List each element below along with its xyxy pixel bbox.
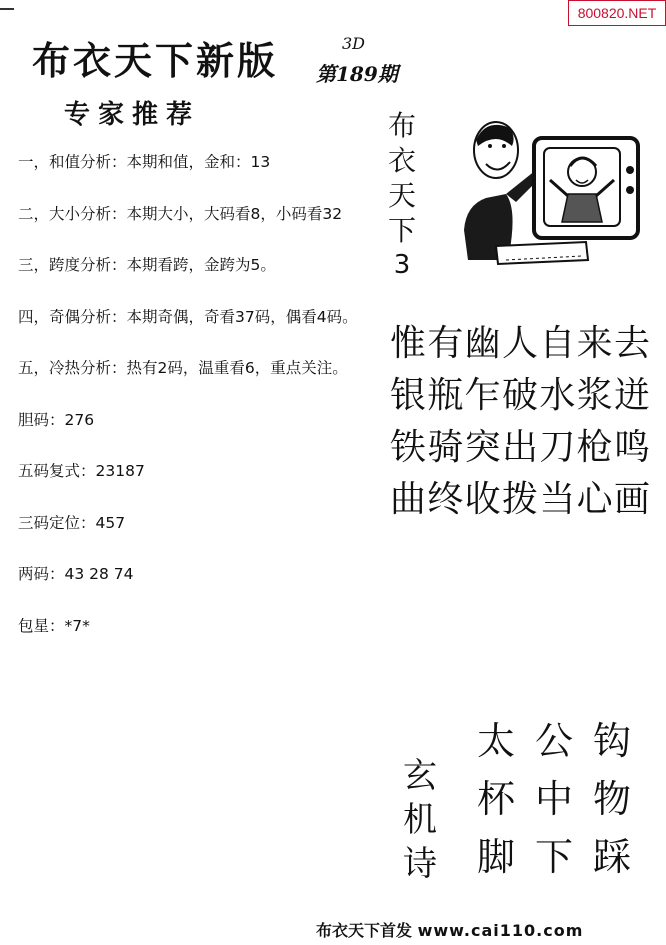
poem-line: [390, 474, 650, 526]
footer: [316, 918, 583, 941]
analysis-line: 两码：43 28 74: [18, 565, 134, 583]
vertical-brand-char: 3: [393, 250, 411, 280]
xuanjishi-char: 公: [534, 719, 573, 763]
xuanjishi-label-char: 诗: [403, 844, 437, 884]
xuanjishi-char: 物: [592, 777, 631, 821]
analysis-line: 三码定位：457: [18, 513, 126, 532]
analysis-line: 胆码：276: [18, 410, 95, 429]
poem-char: 破: [501, 375, 538, 416]
poem-char: 心: [576, 479, 613, 520]
analysis-line: 包星：*7*: [18, 616, 90, 635]
vertical-brand: [384, 108, 420, 283]
poem-char: 突: [464, 427, 501, 468]
analysis-line: 二，大小分析：本期大小，大码看8，小码看32: [18, 204, 343, 223]
xuanjishi-line: [474, 770, 634, 828]
poem-char: 来: [576, 323, 613, 364]
poem-char: 刀: [539, 427, 576, 468]
page-title: 布衣天下新版: [32, 38, 279, 83]
poem-line: [390, 370, 650, 422]
poem-char: 银: [390, 375, 427, 416]
xuanjishi-char: 钩: [592, 719, 631, 763]
analysis-line: 五码复式：23187: [18, 462, 145, 480]
corner-mark: [0, 8, 14, 10]
poem-char: 画: [613, 479, 650, 520]
poem-char: 有: [427, 323, 464, 364]
poem-block: [390, 318, 650, 526]
footer-text: 布衣天下首发: [316, 921, 413, 940]
xuanjishi-char: 下: [534, 835, 573, 879]
issue-number: 第189期: [316, 62, 398, 86]
poem-char: 出: [501, 427, 538, 468]
poem-char: 枪: [576, 427, 613, 468]
footer-url: www.cai110.com: [417, 921, 584, 940]
poem-char: 乍: [464, 375, 501, 416]
poem-line: [390, 318, 650, 370]
poem-char: 骑: [427, 427, 464, 468]
game-label: 3D: [342, 34, 366, 53]
xuanjishi-char: 太: [476, 719, 515, 763]
poem-char: 终: [427, 479, 464, 520]
poem-char: 迸: [613, 375, 650, 416]
poem-char: 浆: [576, 375, 613, 416]
poem-char: 当: [539, 479, 576, 520]
poem-char: 惟: [390, 323, 427, 364]
poem-char: 去: [613, 323, 650, 364]
man-with-tv-cartoon-icon: [446, 110, 642, 280]
vertical-brand-char: 布: [387, 109, 416, 142]
xuanjishi-label: [398, 754, 442, 886]
xuanjishi-char: 中: [534, 777, 573, 821]
analysis-list: [18, 152, 358, 667]
analysis-line: 一，和值分析：本期和值，金和：13: [18, 153, 271, 171]
poem-char: 拨: [501, 479, 538, 520]
poem-char: 幽: [464, 323, 501, 364]
analysis-line: 三，跨度分析：本期看跨，金跨为5。: [18, 256, 276, 274]
section-subtitle: 专家推荐: [64, 100, 201, 130]
xuanjishi-line: [474, 828, 634, 886]
vertical-brand-char: 下: [387, 214, 416, 247]
poem-char: 收: [464, 479, 501, 520]
xuanjishi-char: 杯: [476, 777, 515, 821]
analysis-line: 四，奇偶分析：本期奇偶，奇看37码，偶看4码。: [18, 307, 358, 326]
vertical-brand-char: 天: [387, 179, 416, 212]
poem-line: [390, 422, 650, 474]
poem-char: 人: [501, 323, 538, 364]
xuanjishi-char: 踩: [592, 835, 631, 879]
poem-char: 铁: [390, 427, 427, 468]
poem-char: 鸣: [613, 427, 650, 468]
xuanjishi-label-char: 玄: [403, 756, 437, 796]
watermark-badge: 800820.NET: [568, 0, 666, 26]
xuanjishi-verse: [474, 712, 634, 886]
poem-char: 曲: [390, 479, 427, 520]
poem-char: 自: [539, 323, 576, 364]
xuanjishi-label-char: 机: [403, 800, 437, 840]
poem-char: 瓶: [427, 375, 464, 416]
xuanjishi-line: [474, 712, 634, 770]
xuanjishi-char: 脚: [476, 835, 515, 879]
analysis-line: 五，冷热分析：热有2码，温重看6，重点关注。: [18, 359, 348, 377]
poem-char: 水: [539, 375, 576, 416]
vertical-brand-char: 衣: [387, 144, 416, 177]
